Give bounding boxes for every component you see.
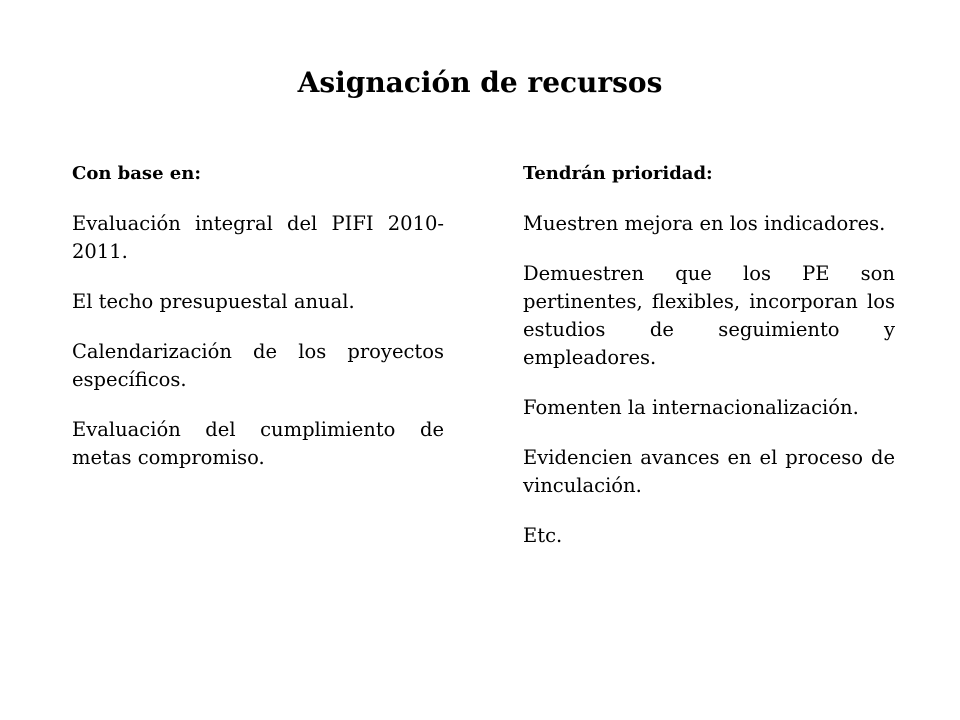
slide-title: Asignación de recursos [297,66,663,99]
right-item: Evidencien avances en el proceso de vinculación. [523,446,895,497]
right-column [523,160,895,572]
right-item: Muestren mejora en los indicadores. [523,212,886,235]
left-item: Evaluación integral del PIFI 2010-2011. [72,212,444,263]
left-item: Calendarización de los proyectos específicos. [72,340,444,391]
right-item: Fomenten la internacionalización. [523,396,859,419]
left-column-heading: Con base en: [72,163,201,184]
left-item: El techo presupuestal anual. [72,290,355,313]
right-item: Etc. [523,524,563,547]
left-column [72,160,444,494]
right-column-heading: Tendrán prioridad: [523,163,713,184]
left-item: Evaluación del cumplimiento de metas compromiso. [72,418,444,469]
right-item: Demuestren que los PE son pertinentes, flexibles, incorporan los estudios de seguimiento y empleadores. [523,262,895,369]
